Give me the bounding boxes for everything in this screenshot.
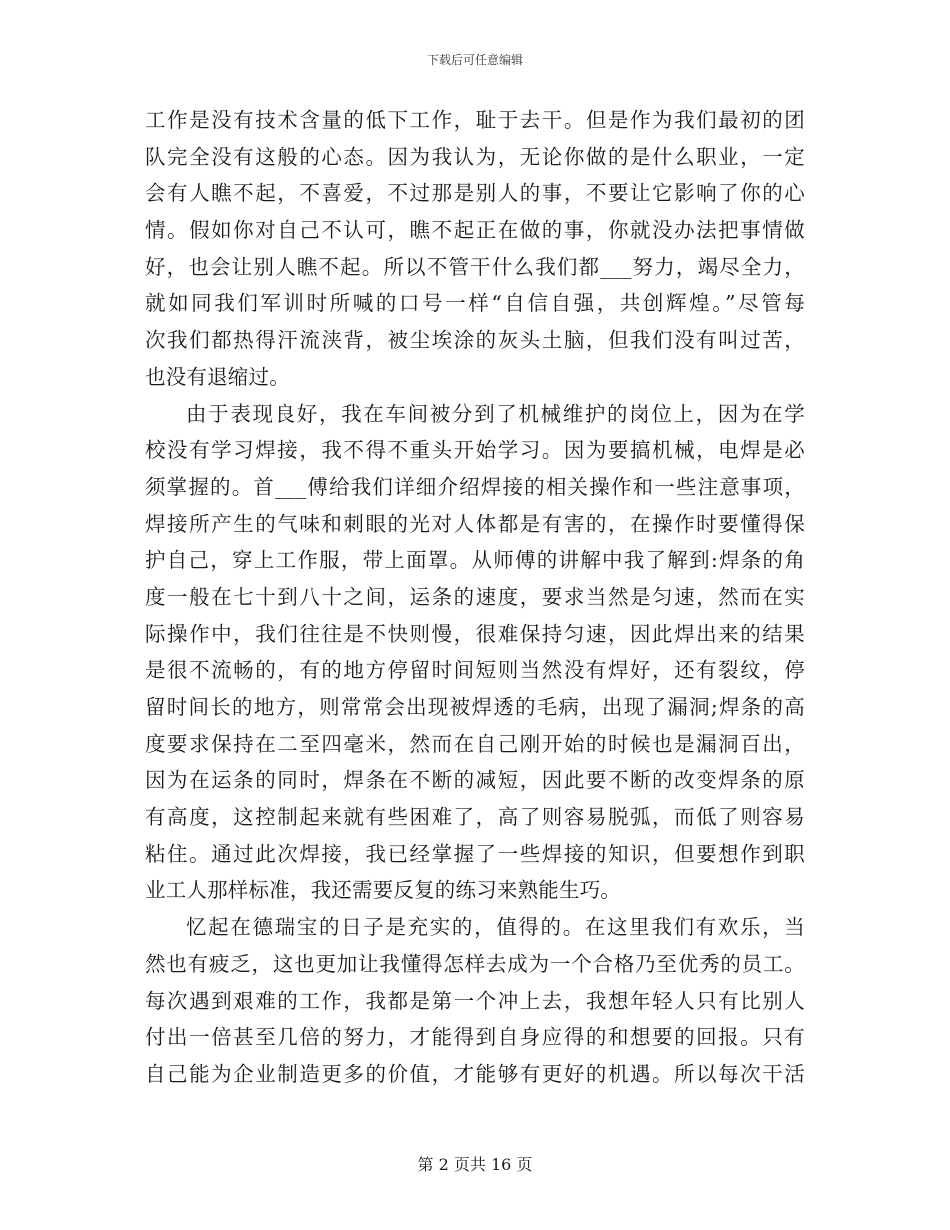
document-body (145, 102, 805, 1093)
text-line: 队完全没有这般的心态。因为我认为，无论你做的是什么职业，一定 (145, 144, 805, 169)
text-line: 度一般在七十到八十之间，运条的速度，要求当然是匀速，然而在实 (145, 584, 805, 609)
text-line: 际操作中，我们往往是不快则慢，很难保持匀速，因此焊出来的结果 (145, 621, 805, 646)
text-line: 留时间长的地方，则常常会出现被焊透的毛病，出现了漏洞;焊条的高 (145, 695, 805, 719)
paragraph-3 (145, 909, 805, 1092)
text-line: 也没有退缩过。 (145, 364, 290, 389)
text-line: 是很不流畅的，有的地方停留时间短则当然没有焊好，还有裂纹，停 (145, 658, 805, 683)
text-line: 由于表现良好，我在车间被分到了机械维护的岗位上，因为在学 (186, 401, 805, 426)
text-line: 焊接所产生的气味和刺眼的光对人体都是有害的，在操作时要懂得保 (145, 511, 805, 536)
text-line: 业工人那样标准，我还需要反复的练习来熟能生巧。 (145, 878, 622, 903)
text-line: 情。假如你对自己不认可，瞧不起正在做的事，你就没办法把事情做 (145, 218, 805, 243)
text-line: 护自己，穿上工作服，带上面罩。从师傅的讲解中我了解到:焊条的角 (145, 548, 805, 573)
page-header: 下载后可任意编辑 (426, 53, 523, 67)
text-line: 付出一倍甚至几倍的努力，才能得到自身应得的和想要的回报。只有 (145, 1025, 805, 1050)
text-line: 须掌握的。首___傅给我们详细介绍焊接的相关操作和一些注意事项， (145, 474, 805, 499)
text-line: 忆起在德瑞宝的日子是充实的，值得的。在这里我们有欢乐，当 (186, 915, 805, 940)
text-line: 就如同我们军训时所喊的口号一样“自信自强，共创辉煌。”尽管每 (145, 291, 805, 316)
text-line: 有高度，这控制起来就有些困难了，高了则容易脱弧，而低了则容易 (145, 805, 805, 830)
text-line: 每次遇到艰难的工作，我都是第一个冲上去，我想年轻人只有比别人 (145, 988, 805, 1013)
page-number-footer: 第 2 页共 16 页 (417, 1155, 533, 1174)
text-line: 好，也会让别人瞧不起。所以不管干什么我们都___努力，竭尽全力， (145, 254, 805, 279)
text-line: 次我们都热得汗流浃背，被尘埃涂的灰头土脑，但我们没有叫过苦， (145, 328, 805, 353)
text-line: 粘住。通过此次焊接，我已经掌握了一些焊接的知识，但要想作到职 (145, 841, 805, 866)
text-line: 然也有疲乏，这也更加让我懂得怎样去成为一个合格乃至优秀的员工。 (145, 951, 805, 976)
paragraph-1 (145, 102, 805, 396)
text-line: 度要求保持在二至四毫米，然而在自己刚开始的时候也是漏洞百出， (145, 731, 805, 756)
paragraph-2 (145, 396, 805, 910)
text-line: 校没有学习焊接，我不得不重头开始学习。因为要搞机械，电焊是必 (145, 438, 805, 463)
text-line: 因为在运条的同时，焊条在不断的减短，因此要不断的改变焊条的原 (145, 768, 805, 793)
text-line: 会有人瞧不起，不喜爱，不过那是别人的事，不要让它影响了你的心 (145, 181, 805, 206)
text-line: 工作是没有技术含量的低下工作，耻于去干。但是作为我们最初的团 (145, 108, 805, 132)
text-line: 自己能为企业制造更多的价值，才能够有更好的机遇。所以每次干活 (145, 1061, 805, 1086)
